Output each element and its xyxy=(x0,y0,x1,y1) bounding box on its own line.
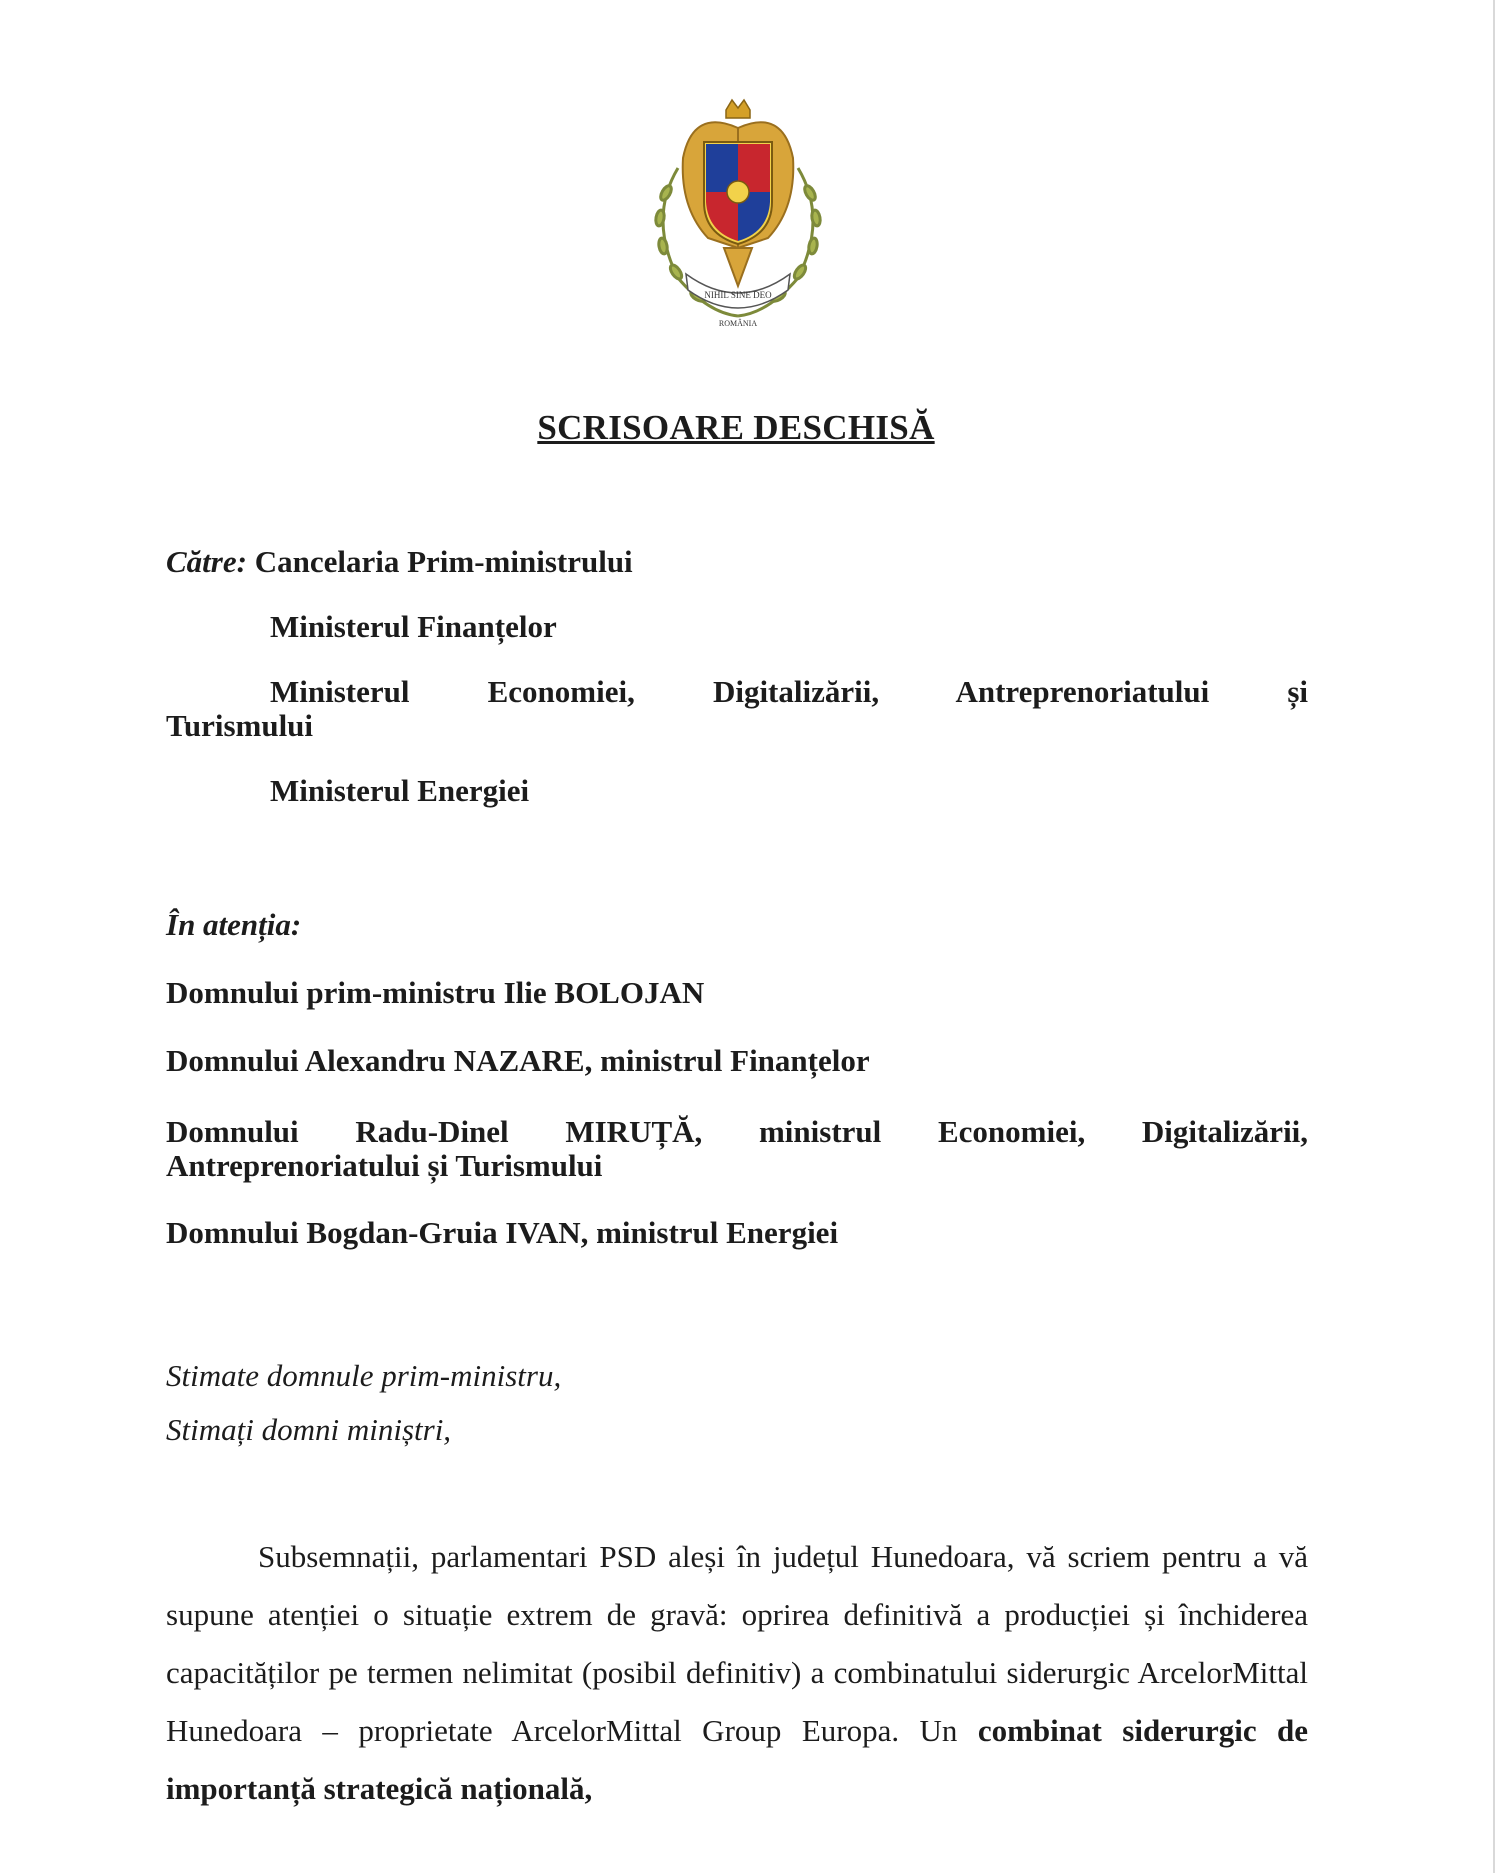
miruta-word: Radu-Dinel xyxy=(355,1114,509,1149)
atentia-miruta xyxy=(166,1115,1308,1149)
miruta-word: Domnului xyxy=(166,1114,299,1149)
catre-recipient-economy-wrap: Turismului xyxy=(166,708,314,743)
catre-label: Către: xyxy=(166,544,247,579)
body-paragraph xyxy=(166,1528,1308,1818)
crest-motto: NIHIL SINE DEO xyxy=(704,290,772,300)
body-text: Subsemnații, parlamentari PSD aleși în județul Hunedoara, vă scriem pentru a vă supune atenției o situație extrem de gravă: oprirea definitivă a producției și închiderea capacităților pe termen nelimitat (posibil definitiv) a combinatului siderurgic ArcelorMittal Hunedoara – proprietate ArcelorMittal Group Europa. Un xyxy=(166,1539,1308,1748)
catre-recipient-finance: Ministerul Finanțelor xyxy=(270,609,557,644)
atentia-bolojan: Domnului prim-ministru Ilie BOLOJAN xyxy=(166,975,705,1010)
economy-word: Digitalizării, xyxy=(712,674,880,709)
catre-recipient-first: Cancelaria Prim-ministrului xyxy=(254,544,633,579)
economy-word: Antreprenoriatului xyxy=(955,674,1210,709)
catre-line xyxy=(166,545,1308,579)
atentia-ivan: Domnului Bogdan-Gruia IVAN, ministrul Energiei xyxy=(166,1215,839,1250)
salutation-ministers: Stimați domni miniștri, xyxy=(166,1412,452,1447)
miruta-word: MIRUȚĂ, xyxy=(565,1114,703,1149)
economy-word: Economiei, xyxy=(487,674,635,709)
atentia-nazare: Domnului Alexandru NAZARE, ministrul Finanțelor xyxy=(166,1043,870,1078)
salutation-pm: Stimate domnule prim-ministru, xyxy=(166,1358,562,1393)
coat-of-arms-emblem xyxy=(638,98,838,330)
crest-label: ROMÂNIA xyxy=(718,319,758,328)
body-bold-text: combinat siderurgic de importanță strategică națională, xyxy=(166,1713,1309,1806)
economy-word: Ministerul xyxy=(270,674,410,709)
page-title: SCRISOARE DESCHISĂ xyxy=(537,408,935,447)
catre-recipient-energy: Ministerul Energiei xyxy=(270,773,530,808)
economy-word: și xyxy=(1287,674,1309,709)
page-edge-divider xyxy=(1493,0,1495,1873)
miruta-word: Economiei, xyxy=(937,1114,1086,1149)
miruta-word: ministrul xyxy=(758,1114,882,1149)
atentia-miruta-wrap: Antreprenoriatului și Turismului xyxy=(166,1148,603,1183)
catre-recipient-economy xyxy=(270,675,1308,709)
atentia-label: În atenția: xyxy=(166,907,302,942)
miruta-word: Digitalizării, xyxy=(1141,1114,1309,1149)
